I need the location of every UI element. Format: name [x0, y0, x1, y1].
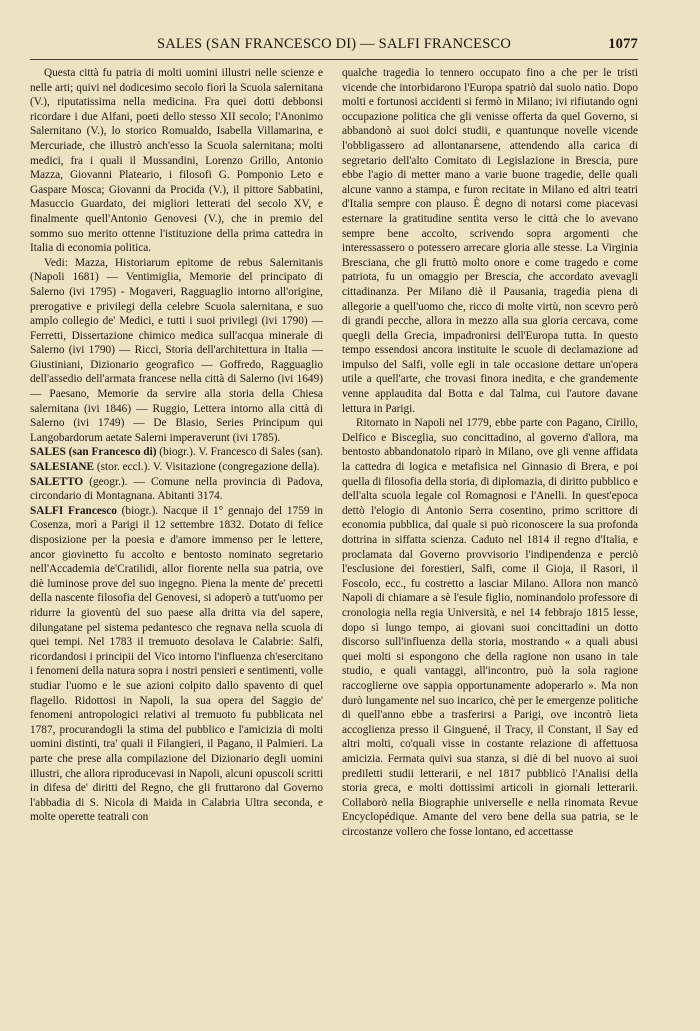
right-column: [342, 66, 638, 996]
entry-salfi-headword: SALFI Francesco: [30, 504, 117, 517]
entry-sales: [30, 445, 323, 460]
salfi-continued-paragraph: qualche tragedia lo tennero occupato fino a che per le tristi vicende che intorbidarono l'Europa spatriò dal suolo natìo. Dopo molti e fortunosi accidenti si fermò in Milano; ivi rifiutando ogni occupazione politica che gli venisse offerta da quel Governo, si abbandonò ai suoi dolci studii, e quantunque novelle vicende l'obbligassero ad allontanarsene, attendendo alla carica di segretario dell'alto Comitato di Legislazione in Brescia, pure ebbe l'agio di metter mano a varie buone tragedie, delle quali alcune vanno a stampa, e furon recitate in Milano ed altri teatri d'Italia sempre con plauso. È degno di notarsi come piacevasi esternare la gratitudine sentita verso le città che lo avevano sempre bene accolto, scrivendo sopra argomenti che interessassero o potessero arrecare gloria alle stesse. La Virginia Bresciana, che gli fruttò molto onore e come tragedo e come patriota, fu un omaggio per Brescia, che accordato avevagli cittadinanza. Per Milano diè il Pausania, tragedia piena di allegorie a quell'uomo che, ricco di molte virtù, non scevro però di grandi pecche, allora in mezzo alla sua gloria cercava, come quegli della Grecia, impadronirsi dell'Europa tutta. In questo tempo essendosi ancora instituite le scuole di declamazione ad impulso del Salfi, volle egli in tale occasione dettare un'opera utile a quell'arte, che trovasi finora inedita, e che grandemente venne applaudita dal Botta e dal Talma, cui l'autore davane lettura in Parigi.: [342, 67, 638, 415]
entry-sales-text: (biogr.). V. Francesco di Sales (san).: [156, 446, 323, 459]
running-header: [30, 36, 638, 58]
salfi-return-paragraph: Ritornato in Napoli nel 1779, ebbe parte con Pagano, Cirillo, Delfico e Bisceglia, suo concittadino, al governo d'allora, ma bentosto abbandonatolo riparò in Milano, ove gli venne affidata la cattedra di logica e metafisica nel Ginnasio di Brera, e poi quella di filosofia della storia, di diplomazia, di diritto pubblico e dell'alta scuola legale col Romagnosi e l'Anelli. In quest'epoca dettò l'elogio di Antonio Serra cosentino, primo scrittore di economia pubblica, dal quale si può riconoscere la sua profonda dottrina in siffatta scienza. Caduto nel 1814 il regno d'Italia, e proclamata dal Governo provvisorio l'indipendenza e perciò l'esclusione dei forestieri, Salfi, come il Gioja, il Rasori, il Foscolo, ecc., fu costretto a lasciar Milano. Allora non mancò Napoli di chiamare a sè l'esule figlio, nominandolo professore di cronologia nella regia Università, e nel 14 febbrajo 1815 lesse, dopo sì lungo tempo, ai giovani suoi concittadini un dotto discorso sull'influenza della storia, mostrando « a quali abusi quei molti si espongono che della ragione non usano in tale studio, e quali vantaggi, all'incontro, può la sola ragione raccoglierne ove sappia opportunamente adoperarlo ». Ma non durò lungamente nel suo incarico, chè per le emergenze politiche di quell'anno ebbe a trasferirsi a Parigi, ove incontrò lieta accoglienza presso il Ginguené, il Tracy, il Constant, il Say ed altri molti, co'quali visse in costante relazione di affettuosa amicizia. Fermata quivi sua stanza, si diè di bel nuovo ai suoi prediletti studii letterarii, e nel 1817 pubblicò l'Analisi della storia greca, e molti dottissimi articoli in giornali letterarii. Collaborò nella Biographie universelle e nella rinomata Revue Encyclopédique. Amante del vero bene della sua patria, se le circostanze vollero che fosse lontano, ed accettasse: [342, 417, 638, 838]
entry-salesiane: [30, 460, 323, 475]
entry-saletto: [30, 475, 323, 504]
entry-saletto-text: (geogr.). — Comune nella provincia di Padova, circondario di Montagnana. Abitanti 3174.: [30, 475, 323, 503]
entry-sales-headword: SALES (san Francesco di): [30, 446, 157, 459]
header-rule: [30, 59, 638, 60]
entry-salfi-text: (biogr.). Nacque il 1° gennajo del 1759 in Cosenza, morì a Parigi il 12 settembre 1832. Dotato di felice disposizione per la poesia e d'amore immenso per le lettere, ancor giovinetto fu accolto e bentosto nominato segretario nell'Accademia de'Cratilidi, allor fiorente nella sua patria, ove diè luminose prove del suo ingegno. Piena la mente de' precetti della nascente filosofia del Genovesi, si adoperò a tutt'uomo per ridurre la gioventù del suo paese alla dritta via del sapere, dilungatane pel sistema pedantesco che regnava nella scuola di quei tempi. Nel 1783 il tremuoto desolava le Calabrie: Salfi, ricordandosi i principii del Vico intorno l'influenza ch'esercitano i fenomeni della natura sopra i nostri pensieri e sentimenti, volle studiar l'uomo e le sue azioni colpito dallo spavento di quel flagello. Ridottosi in Napoli, la sua opera del Saggio de' fenomeni antropologici relativi al tremuoto fu pubblicata nel 1787, procurandogli la stima del pubblico e l'amicizia di molti uomini distinti, tra' quali il Filangieri, il Pagano, il Palmieri. La parte che prese alla compilazione del Dizionario degli uomini illustri, che allora riproducevasi in Napoli, alcuni opuscoli scritti in difesa de' diritti del Regno, che gli fruttarono dal Governo l'abbadia di S. Nicola di Maida in Calabria Ultra seconda, e molte operette teatrali con: [30, 504, 323, 824]
running-title: SALES (SAN FRANCESCO DI) — SALFI FRANCESCO: [156, 36, 512, 52]
page-number: 1077: [608, 36, 638, 52]
entry-salesiane-text: (stor. eccl.). V. Visitazione (congregazione della).: [94, 461, 320, 474]
salerno-bibliography: Vedi: Mazza, Historiarum epitome de rebus Salernitanis (Napoli 1681) — Ventimiglia, Memorie del principato di Salerno (ivi 1795) - Mogaveri, Ragguaglio intorno all'origine, prerogative e privilegi della celebre Scuola salernitana, e suo amplo collegio de' Medici, e tutti i suoi privilegi (ivi 1790) — Ferretti, Dissertazione chimico medica sull'acqua minerale di Salerno (ivi 1790) — Ricci, Storia dell'architettura in Italia — Giustiniani, Dizionario geografico — Goffredo, Ragguaglio dell'assedio dell'armata francese nella città di Salerno (ivi 1649) — Paesano, Memorie da servire alla storia della Chiesa salernitana (ivi 1846) — Ruggio, Lettera intorno alla città di Salerno (ivi 1749) — De Blasio, Series Principum qui Langobardorum aetate Salerni imperaverunt (ivi 1785).: [30, 256, 323, 444]
salerno-paragraph: Questa città fu patria di molti uomini illustri nelle scienze e nelle arti; quivi nel dodicesimo secolo fiorì la Scuola salernitana (V.), riputatissima nella medicina. Fra quei dotti debbonsi ricordare i due Alfani, poeti dello stesso XII secolo; l'Anonimo Salernitano (V.), lo storico Romualdo, Isabella Villamarina, e Mercuriade, che illustrò anch'esso la Scuola salernitana; molti medici, fra i quali il Mussandini, Lorenzo Grillo, Antonio Mazza, Giovanni Plateario, i filosofi G. Pomponio Leto e Gaspare Mosca; Giovanni da Procida (V.), il pittore Sabbatini, Masuccio Guardato, dei migliori letterati del secolo XV, e finalmente quell'Antonio Genovesi (V.), che in premio del sommo suo merito ottenne l'istituzione della prima cattedra in Italia di economia politica.: [30, 67, 323, 255]
entry-saletto-headword: SALETTO: [30, 475, 84, 488]
left-column: [30, 66, 323, 996]
entry-salesiane-headword: SALESIANE: [30, 461, 95, 474]
entry-salfi: [30, 504, 323, 825]
